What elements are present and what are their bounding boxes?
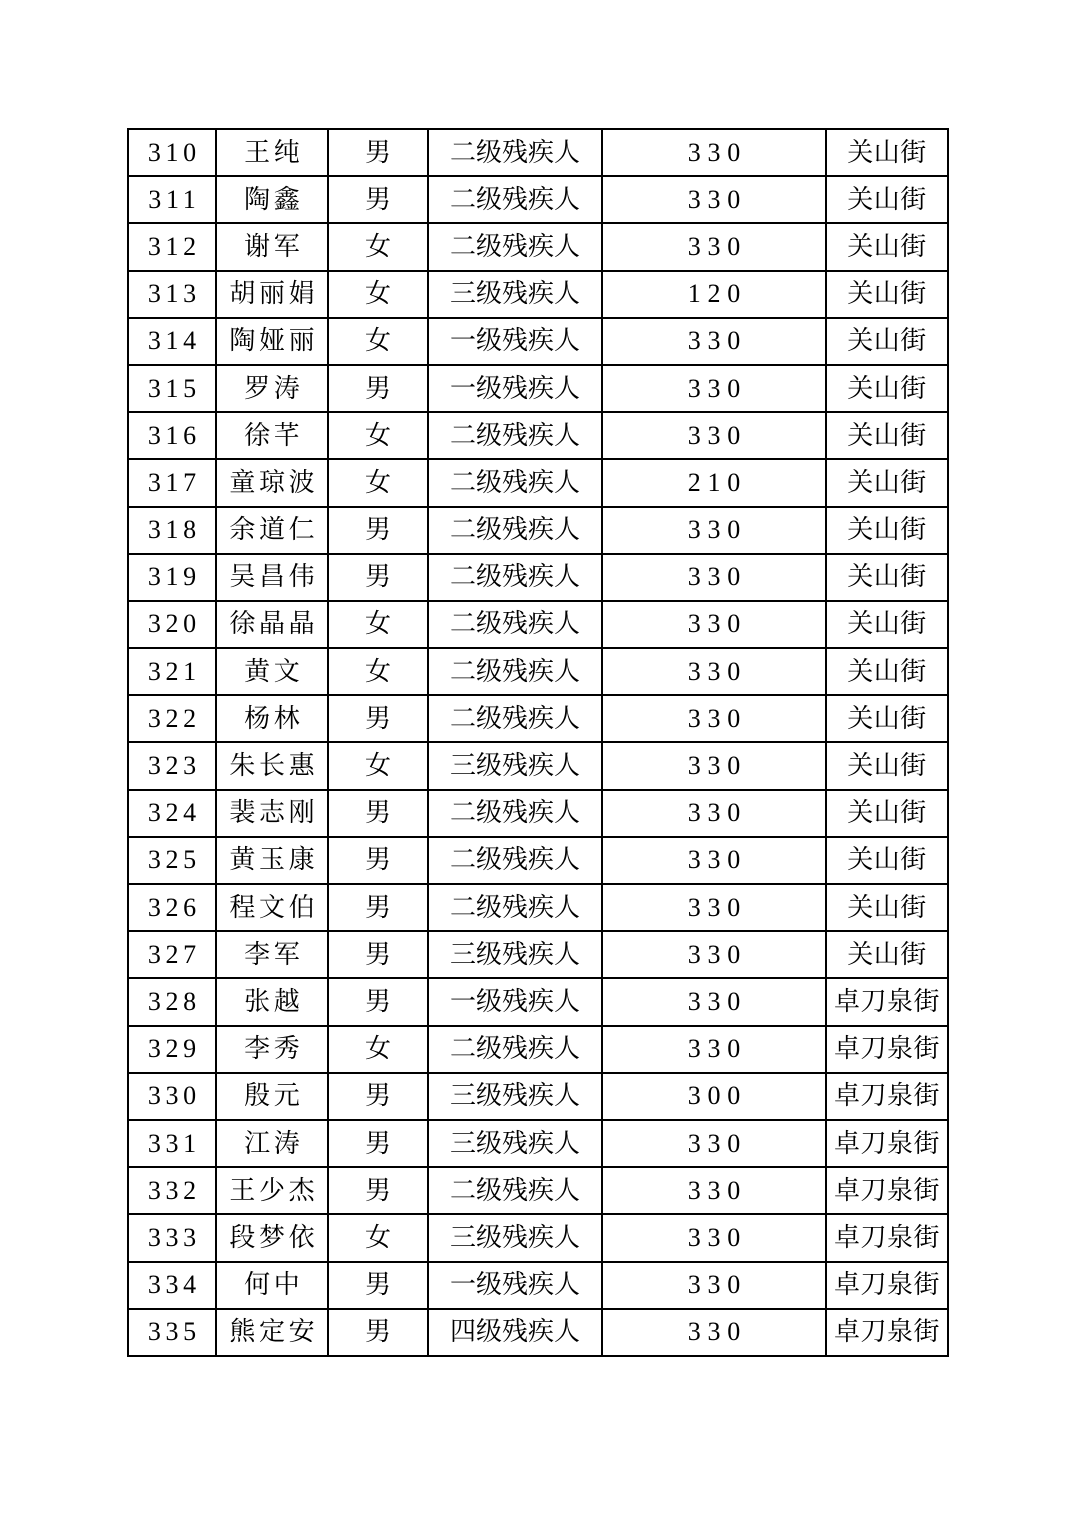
table-row [128, 176, 948, 223]
cell-serial-number: 325 [128, 837, 216, 884]
cell-gender: 男 [328, 978, 428, 1025]
cell-person-name: 罗涛 [216, 365, 328, 412]
cell-disability-category: 二级残疾人 [428, 459, 602, 506]
cell-subsidy-amount: 330 [602, 318, 826, 365]
cell-person-name: 李军 [216, 931, 328, 978]
cell-street: 关山街 [826, 837, 948, 884]
table-row [128, 1073, 948, 1120]
cell-serial-number: 312 [128, 223, 216, 270]
cell-disability-category: 三级残疾人 [428, 271, 602, 318]
cell-person-name: 张越 [216, 978, 328, 1025]
cell-gender: 男 [328, 1309, 428, 1356]
cell-gender: 男 [328, 1073, 428, 1120]
table-row [128, 1120, 948, 1167]
cell-gender: 女 [328, 1214, 428, 1261]
table-row [128, 1214, 948, 1261]
cell-person-name: 谢军 [216, 223, 328, 270]
cell-street: 关山街 [826, 318, 948, 365]
cell-gender: 男 [328, 884, 428, 931]
table-row [128, 271, 948, 318]
table-row [128, 931, 948, 978]
cell-street: 关山街 [826, 695, 948, 742]
cell-disability-category: 三级残疾人 [428, 1214, 602, 1261]
cell-person-name: 王纯 [216, 129, 328, 176]
cell-street: 卓刀泉街 [826, 1262, 948, 1309]
cell-subsidy-amount: 210 [602, 459, 826, 506]
cell-person-name: 熊定安 [216, 1309, 328, 1356]
cell-subsidy-amount: 120 [602, 271, 826, 318]
cell-disability-category: 一级残疾人 [428, 1262, 602, 1309]
cell-disability-category: 一级残疾人 [428, 365, 602, 412]
cell-gender: 女 [328, 1026, 428, 1073]
cell-disability-category: 二级残疾人 [428, 1026, 602, 1073]
cell-disability-category: 二级残疾人 [428, 601, 602, 648]
cell-person-name: 段梦依 [216, 1214, 328, 1261]
table-row [128, 412, 948, 459]
cell-gender: 男 [328, 1167, 428, 1214]
cell-serial-number: 319 [128, 554, 216, 601]
table-row [128, 507, 948, 554]
cell-serial-number: 332 [128, 1167, 216, 1214]
table-row [128, 1167, 948, 1214]
cell-disability-category: 二级残疾人 [428, 176, 602, 223]
cell-disability-category: 三级残疾人 [428, 931, 602, 978]
cell-subsidy-amount: 330 [602, 790, 826, 837]
cell-serial-number: 320 [128, 601, 216, 648]
cell-person-name: 朱长惠 [216, 742, 328, 789]
cell-gender: 男 [328, 931, 428, 978]
cell-disability-category: 二级残疾人 [428, 790, 602, 837]
cell-gender: 男 [328, 1262, 428, 1309]
cell-disability-category: 四级残疾人 [428, 1309, 602, 1356]
cell-subsidy-amount: 330 [602, 742, 826, 789]
cell-disability-category: 二级残疾人 [428, 1167, 602, 1214]
cell-gender: 女 [328, 742, 428, 789]
cell-subsidy-amount: 330 [602, 931, 826, 978]
cell-serial-number: 329 [128, 1026, 216, 1073]
cell-subsidy-amount: 330 [602, 1214, 826, 1261]
cell-person-name: 胡丽娟 [216, 271, 328, 318]
cell-subsidy-amount: 300 [602, 1073, 826, 1120]
table-row [128, 459, 948, 506]
table-row [128, 695, 948, 742]
cell-person-name: 吴昌伟 [216, 554, 328, 601]
cell-serial-number: 310 [128, 129, 216, 176]
cell-serial-number: 323 [128, 742, 216, 789]
table-row [128, 837, 948, 884]
cell-serial-number: 316 [128, 412, 216, 459]
cell-gender: 男 [328, 790, 428, 837]
cell-person-name: 江涛 [216, 1120, 328, 1167]
cell-subsidy-amount: 330 [602, 648, 826, 695]
cell-subsidy-amount: 330 [602, 1120, 826, 1167]
cell-person-name: 陶娅丽 [216, 318, 328, 365]
cell-serial-number: 315 [128, 365, 216, 412]
cell-subsidy-amount: 330 [602, 695, 826, 742]
cell-person-name: 杨林 [216, 695, 328, 742]
cell-disability-category: 二级残疾人 [428, 648, 602, 695]
cell-street: 关山街 [826, 223, 948, 270]
cell-gender: 男 [328, 129, 428, 176]
cell-gender: 女 [328, 459, 428, 506]
cell-subsidy-amount: 330 [602, 412, 826, 459]
cell-street: 关山街 [826, 648, 948, 695]
table-row [128, 223, 948, 270]
cell-subsidy-amount: 330 [602, 837, 826, 884]
cell-subsidy-amount: 330 [602, 365, 826, 412]
cell-street: 关山街 [826, 459, 948, 506]
cell-person-name: 黄玉康 [216, 837, 328, 884]
cell-gender: 女 [328, 648, 428, 695]
cell-person-name: 余道仁 [216, 507, 328, 554]
cell-gender: 女 [328, 318, 428, 365]
cell-disability-category: 三级残疾人 [428, 1120, 602, 1167]
cell-gender: 男 [328, 695, 428, 742]
cell-serial-number: 335 [128, 1309, 216, 1356]
cell-person-name: 王少杰 [216, 1167, 328, 1214]
cell-subsidy-amount: 330 [602, 601, 826, 648]
cell-serial-number: 328 [128, 978, 216, 1025]
cell-person-name: 陶鑫 [216, 176, 328, 223]
cell-street: 卓刀泉街 [826, 1073, 948, 1120]
cell-serial-number: 313 [128, 271, 216, 318]
cell-street: 卓刀泉街 [826, 1026, 948, 1073]
table-row [128, 648, 948, 695]
cell-serial-number: 314 [128, 318, 216, 365]
cell-subsidy-amount: 330 [602, 507, 826, 554]
table-row [128, 1309, 948, 1356]
cell-gender: 男 [328, 365, 428, 412]
cell-subsidy-amount: 330 [602, 884, 826, 931]
cell-disability-category: 二级残疾人 [428, 884, 602, 931]
cell-subsidy-amount: 330 [602, 1262, 826, 1309]
cell-street: 关山街 [826, 412, 948, 459]
cell-disability-category: 三级残疾人 [428, 1073, 602, 1120]
cell-person-name: 黄文 [216, 648, 328, 695]
cell-street: 关山街 [826, 931, 948, 978]
cell-serial-number: 311 [128, 176, 216, 223]
table-row [128, 742, 948, 789]
cell-gender: 男 [328, 507, 428, 554]
table-row [128, 554, 948, 601]
cell-street: 关山街 [826, 365, 948, 412]
cell-disability-category: 二级残疾人 [428, 507, 602, 554]
table-row [128, 1262, 948, 1309]
cell-street: 关山街 [826, 507, 948, 554]
cell-subsidy-amount: 330 [602, 978, 826, 1025]
cell-subsidy-amount: 330 [602, 1167, 826, 1214]
cell-street: 卓刀泉街 [826, 1120, 948, 1167]
table-body [128, 129, 948, 1356]
cell-gender: 女 [328, 223, 428, 270]
table-row [128, 129, 948, 176]
table-row [128, 790, 948, 837]
cell-subsidy-amount: 330 [602, 554, 826, 601]
table-row [128, 318, 948, 365]
cell-street: 关山街 [826, 742, 948, 789]
cell-subsidy-amount: 330 [602, 1026, 826, 1073]
cell-street: 关山街 [826, 790, 948, 837]
cell-serial-number: 322 [128, 695, 216, 742]
cell-street: 关山街 [826, 271, 948, 318]
cell-subsidy-amount: 330 [602, 1309, 826, 1356]
cell-serial-number: 326 [128, 884, 216, 931]
cell-gender: 男 [328, 837, 428, 884]
cell-subsidy-amount: 330 [602, 129, 826, 176]
cell-street: 关山街 [826, 176, 948, 223]
cell-disability-category: 三级残疾人 [428, 742, 602, 789]
cell-street: 卓刀泉街 [826, 1214, 948, 1261]
table-row [128, 1026, 948, 1073]
table-row [128, 601, 948, 648]
cell-serial-number: 321 [128, 648, 216, 695]
cell-gender: 男 [328, 554, 428, 601]
cell-disability-category: 二级残疾人 [428, 223, 602, 270]
cell-street: 关山街 [826, 554, 948, 601]
cell-person-name: 裴志刚 [216, 790, 328, 837]
cell-disability-category: 二级残疾人 [428, 554, 602, 601]
cell-gender: 女 [328, 601, 428, 648]
cell-gender: 女 [328, 412, 428, 459]
cell-serial-number: 327 [128, 931, 216, 978]
cell-street: 关山街 [826, 884, 948, 931]
cell-gender: 男 [328, 1120, 428, 1167]
cell-disability-category: 二级残疾人 [428, 695, 602, 742]
cell-street: 卓刀泉街 [826, 1167, 948, 1214]
cell-street: 卓刀泉街 [826, 1309, 948, 1356]
cell-gender: 男 [328, 176, 428, 223]
cell-subsidy-amount: 330 [602, 176, 826, 223]
cell-serial-number: 330 [128, 1073, 216, 1120]
disability-subsidy-table [127, 128, 949, 1357]
cell-serial-number: 324 [128, 790, 216, 837]
cell-serial-number: 333 [128, 1214, 216, 1261]
cell-gender: 女 [328, 271, 428, 318]
cell-disability-category: 一级残疾人 [428, 978, 602, 1025]
cell-person-name: 程文伯 [216, 884, 328, 931]
cell-serial-number: 318 [128, 507, 216, 554]
cell-person-name: 徐晶晶 [216, 601, 328, 648]
cell-street: 关山街 [826, 601, 948, 648]
cell-person-name: 徐芊 [216, 412, 328, 459]
cell-person-name: 童琼波 [216, 459, 328, 506]
cell-person-name: 李秀 [216, 1026, 328, 1073]
cell-street: 关山街 [826, 129, 948, 176]
cell-disability-category: 二级残疾人 [428, 129, 602, 176]
cell-serial-number: 334 [128, 1262, 216, 1309]
cell-subsidy-amount: 330 [602, 223, 826, 270]
cell-serial-number: 317 [128, 459, 216, 506]
cell-disability-category: 二级残疾人 [428, 837, 602, 884]
table-row [128, 978, 948, 1025]
cell-disability-category: 二级残疾人 [428, 412, 602, 459]
cell-person-name: 殷元 [216, 1073, 328, 1120]
cell-street: 卓刀泉街 [826, 978, 948, 1025]
table-row [128, 365, 948, 412]
cell-serial-number: 331 [128, 1120, 216, 1167]
table-row [128, 884, 948, 931]
cell-person-name: 何中 [216, 1262, 328, 1309]
cell-disability-category: 一级残疾人 [428, 318, 602, 365]
